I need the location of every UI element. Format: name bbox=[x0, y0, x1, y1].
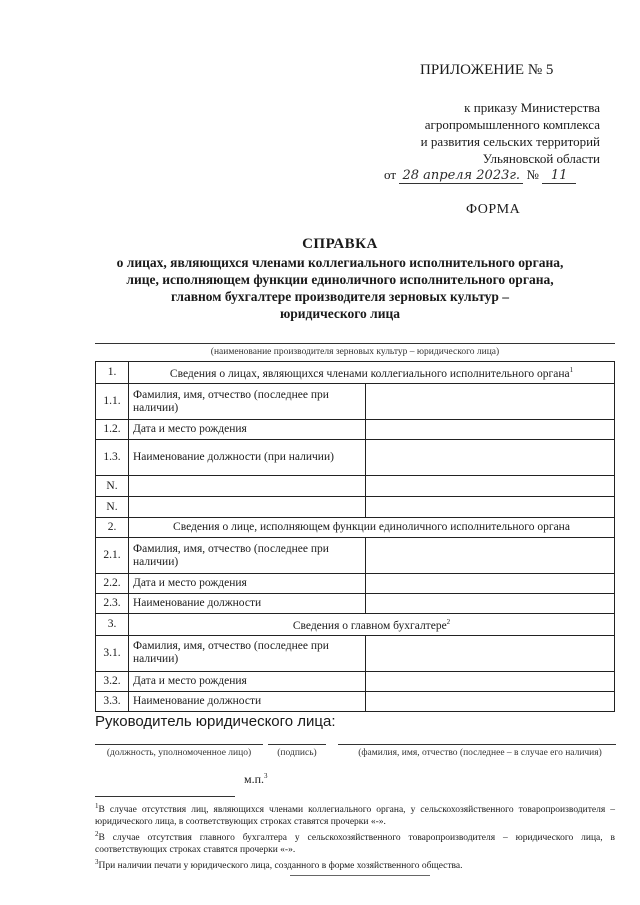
table-row bbox=[96, 497, 615, 518]
date-prefix: от bbox=[384, 167, 397, 182]
row-label bbox=[129, 497, 366, 518]
row-label: Фамилия, имя, отчество (последнее при наличии) bbox=[129, 635, 366, 671]
head-of-entity-label: Руководитель юридического лица: bbox=[95, 713, 336, 730]
signature-caption: (подпись) bbox=[277, 748, 317, 758]
row-number: 1.3. bbox=[96, 440, 129, 476]
footnote-mark: 2 bbox=[95, 830, 99, 839]
document-title: СПРАВКА bbox=[302, 236, 378, 252]
row-label: Дата и место рождения bbox=[129, 420, 366, 440]
table-row bbox=[96, 594, 615, 614]
form-label: ФОРМА bbox=[466, 202, 521, 217]
section-row bbox=[96, 362, 615, 384]
order-reference bbox=[360, 99, 600, 167]
row-number: N. bbox=[96, 497, 129, 518]
value-cell[interactable] bbox=[366, 497, 615, 518]
section-row bbox=[96, 614, 615, 636]
footnote-text: В случае отсутствия главного бухгалтера у сельскохозяйственного товаропроизводителя – юридического лица, в соответствующих строках ставятся прочерки «-». bbox=[95, 833, 615, 856]
table-row bbox=[96, 671, 615, 691]
row-label bbox=[129, 476, 366, 497]
producer-name-caption: (наименование производителя зерновых культур – юридического лица) bbox=[210, 347, 500, 357]
row-number: 2.3. bbox=[96, 594, 129, 614]
row-label: Дата и место рождения bbox=[129, 574, 366, 594]
order-line: Ульяновской области bbox=[482, 151, 600, 166]
row-number: 3.2. bbox=[96, 671, 129, 691]
table-row bbox=[96, 440, 615, 476]
row-label: Дата и место рождения bbox=[129, 671, 366, 691]
order-line: и развития сельских территорий bbox=[420, 134, 600, 149]
section-title-text: Сведения о лицах, являющихся членами коллегиального исполнительного органа bbox=[169, 367, 570, 380]
seal-place-label: м.п. bbox=[244, 772, 265, 786]
appendix-number: ПРИЛОЖЕНИЕ № 5 bbox=[420, 62, 554, 78]
row-label: Фамилия, имя, отчество (последнее при наличии) bbox=[129, 384, 366, 420]
table-row bbox=[96, 635, 615, 671]
table-row bbox=[96, 574, 615, 594]
footnote-text: В случае отсутствия лиц, являющихся членами коллегиального органа, у сельскохозяйственного товаропроизводителя – юридического лица, в соответствующих строках ставятся прочерки «-». bbox=[95, 805, 615, 828]
full-name-field[interactable] bbox=[338, 744, 616, 745]
row-label: Наименование должности bbox=[129, 594, 366, 614]
table-row bbox=[96, 691, 615, 711]
row-label: Фамилия, имя, отчество (последнее при наличии) bbox=[129, 538, 366, 574]
footnote-text: При наличии печати у юридического лица, созданного в форме хозяйственного общества. bbox=[98, 861, 463, 872]
row-label: Наименование должности bbox=[129, 691, 366, 711]
row-number: 2.2. bbox=[96, 574, 129, 594]
info-table bbox=[95, 361, 615, 712]
end-divider bbox=[290, 875, 430, 876]
footnote-ref: 3 bbox=[264, 772, 268, 780]
value-cell[interactable] bbox=[366, 594, 615, 614]
footnote-ref: 2 bbox=[446, 618, 451, 626]
value-cell[interactable] bbox=[366, 671, 615, 691]
section-title bbox=[129, 362, 615, 384]
footnote-divider bbox=[95, 796, 235, 797]
footnote-ref: 1 bbox=[569, 366, 574, 375]
document-subtitle bbox=[80, 254, 600, 322]
row-number: N. bbox=[96, 476, 129, 497]
value-cell[interactable] bbox=[366, 440, 615, 476]
seal-place bbox=[244, 772, 268, 787]
value-cell[interactable] bbox=[366, 384, 615, 420]
table-row bbox=[96, 420, 615, 440]
table-row bbox=[96, 384, 615, 420]
row-number: 1. bbox=[96, 362, 129, 384]
subtitle-line: лице, исполняющем функции единоличного исполнительного органа, bbox=[126, 272, 554, 287]
footnote bbox=[95, 828, 615, 856]
row-number: 3.1. bbox=[96, 635, 129, 671]
value-cell[interactable] bbox=[366, 538, 615, 574]
section-row bbox=[96, 518, 615, 538]
signature-field[interactable] bbox=[268, 744, 326, 745]
row-number: 2.1. bbox=[96, 538, 129, 574]
row-number: 3.3. bbox=[96, 691, 129, 711]
full-name-caption: (фамилия, имя, отчество (последнее – в случае его наличия) bbox=[358, 748, 602, 758]
order-line: агропромышленного комплекса bbox=[424, 117, 600, 132]
row-number: 2. bbox=[96, 518, 129, 538]
footnote bbox=[95, 856, 615, 872]
section-title: Сведения о лице, исполняющем функции единоличного исполнительного органа bbox=[129, 518, 615, 538]
number-prefix: № bbox=[526, 167, 539, 182]
value-cell[interactable] bbox=[366, 574, 615, 594]
handwritten-date: 28 апреля 2023г. bbox=[399, 168, 523, 184]
row-number: 1.2. bbox=[96, 420, 129, 440]
footnote bbox=[95, 800, 615, 828]
section-title bbox=[129, 614, 615, 636]
row-label: Наименование должности (при наличии) bbox=[129, 440, 366, 476]
position-caption: (должность, уполномоченное лицо) bbox=[106, 748, 252, 758]
value-cell[interactable] bbox=[366, 420, 615, 440]
subtitle-line: о лицах, являющихся членами коллегиального исполнительного органа, bbox=[116, 255, 564, 270]
subtitle-line: главном бухгалтере производителя зерновых культур – bbox=[170, 289, 510, 304]
row-number: 3. bbox=[96, 614, 129, 636]
subtitle-line: юридического лица bbox=[279, 306, 401, 321]
section-title-text: Сведения о главном бухгалтере bbox=[292, 619, 447, 632]
row-number: 1.1. bbox=[96, 384, 129, 420]
value-cell[interactable] bbox=[366, 476, 615, 497]
footnotes bbox=[95, 800, 615, 872]
producer-name-field[interactable] bbox=[95, 343, 615, 344]
position-field[interactable] bbox=[95, 744, 263, 745]
table-row bbox=[96, 476, 615, 497]
order-line: к приказу Министерства bbox=[464, 100, 600, 115]
handwritten-number: 11 bbox=[542, 168, 576, 184]
footnote-mark: 1 bbox=[95, 802, 99, 810]
order-date-line bbox=[384, 167, 576, 184]
footnote-mark: 3 bbox=[95, 858, 99, 867]
value-cell[interactable] bbox=[366, 691, 615, 711]
value-cell[interactable] bbox=[366, 635, 615, 671]
table-row bbox=[96, 538, 615, 574]
